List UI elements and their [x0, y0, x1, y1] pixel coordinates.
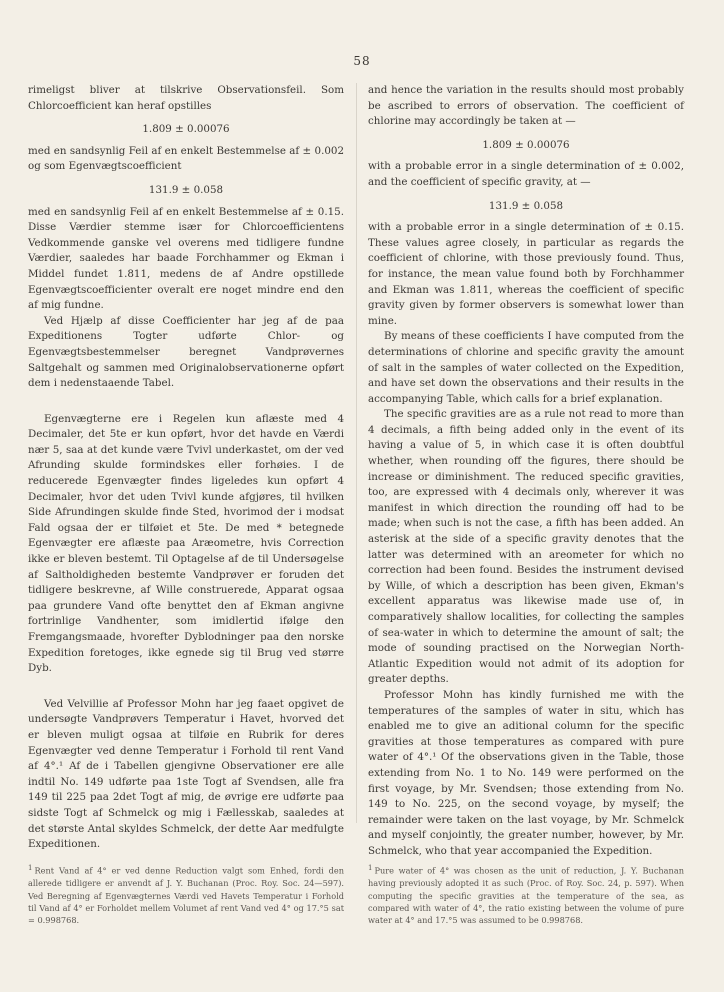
paragraph: rimeligst bliver at tilskrive Observationsfeil. Som Chlorcoefficient kan heraf opstilles [28, 84, 344, 112]
paragraph: By means of these coefficients I have computed from the determinations of chlorine and specific gravity the amount of salt in the samples of water collected on the Expedition, and have set down the observations and their results in the accompanying Table, which calls for a brief explanation. [368, 330, 684, 405]
paragraph: and hence the variation in the results should most probably be ascribed to errors of observation. The coefficient of chlorine may accordingly be taken at — [368, 84, 684, 128]
footnote-english [368, 862, 684, 927]
footnote-text: Rent Vand af 4° er ved denne Reduction valgt som Enhed, fordi den allerede tidligere er anvendt af J. Y. Buchanan (Proc. Roy. Soc. 24—597). Ved Beregning af Egenvægternes Værdi ved Havets Temperatur i Forhold til Vand af 4° er Forholdet mellem Volumet af rent Vand ved 4° og 17.°5 sat = 0.998768. [28, 865, 344, 926]
paragraph: The specific gravities are as a rule not read to more than 4 decimals, a fifth being added only in the event of its having a value of 5, in which case it is often doubtful whether, when rounding off the figures, there should be increase or diminishment. The reduced specific gravities, too, are expressed with 4 decimals only, wherever it was manifest in which direction the rounding off had to be made; when such is not the case, a fifth has been added. An asterisk at the side of a specific gravity denotes that the latter was determined with an areometer for which no correction had been found. Besides the instrument devised by Wille, of which a description has been given, Ekman's excellent apparatus was likewise made use of, in comparatively shallow localities, for collecting the samples of sea-water in which to determine the amount of salt; the mode of sounding practised on the Norwegian North-Atlantic Expedition would not admit of its adoption for greater depths. [368, 408, 684, 686]
paragraph: with a probable error in a single determination of ± 0.15. These values agree closely, in particular as regards the coefficient of chlorine, with those previously found. Thus, for instance, the mean value found both by Forchhammer and Ekman was 1.811, whereas the coefficient of specific gravity given by former observers is somewhat lower than mine. [368, 221, 684, 327]
paragraph: with a probable error in a single determination of ± 0.002, and the coefficient of specific gravity, at — [368, 160, 684, 188]
chlorine-coefficient-formula: 1.809 ± 0.00076 [482, 138, 570, 151]
specific-gravity-coefficient-formula: 131.9 ± 0.058 [488, 199, 564, 212]
footnote-mark: 1 [28, 864, 33, 872]
footnote-text: Pure water of 4° was chosen as the unit of reduction, J. Y. Buchanan having previously adopted it as such (Proc. of Roy. Soc. 24, p. 597). When computing the specific gravities at the temperature of the sea, as compared with water of 4°, the ratio existing between the volume of pure water at 4° and 17.°5 was assumed to be 0.998768. [368, 865, 684, 926]
footnote-danish [28, 862, 344, 927]
paragraph: med en sandsynlig Feil af en enkelt Bestemmelse af ± 0.15. Disse Værdier stemme især for Chlorcoefficientens Vedkommende ganske vel overens med tidligere fundne Værdier, saaledes har baade Forchhammer og Ekman i Middel fundet 1.811, medens de af Andre opstillede Egenvægtscoefficienter overalt ere noget mindre end den af mig fundne. [28, 205, 344, 312]
paragraph: Egenvægterne ere i Regelen kun aflæste med 4 Decimaler, det 5te er kun opført, hvor det havde en Værdi nær 5, saa at det kunde være Tvivl underkastet, om der ved Afrunding skulde formindskes eller forhøies. I de reducerede Egenvægter findes ligeledes kun opført 4 Decimaler, hvor det uden Tvivl kunde afgjøres, til hvilken Side Afrundingen skulde finde Sted, hvorimod der i modsat Fald ogsaa der er tilføiet et 5te. De med * betegnede Egenvægter ere aflæste paa Aræometre, hvis Correction ikke er bleven bestemt. Til Optagelse af de til Undersøgelse af Saltholdigheden bestemte Vandprøver er foruden det tidligere beskrevne, af Wille construerede, Apparat ogsaa paa grundere Vand ofte benyttet den af Ekman angivne fortrinlige Vandhenter, som imidlertid ifølge den Fremgangsmaade, hvorefter Dyblodninger paa den norske Expedition foretoges, ikke egnede sig til Brug ved større Dyb. [28, 412, 344, 675]
specific-gravity-coefficient-formula: 131.9 ± 0.058 [148, 183, 224, 196]
paragraph: med en sandsynlig Feil af en enkelt Bestemmelse af ± 0.002 og som Egenvægtscoefficient [28, 144, 344, 173]
paragraph: Professor Mohn has kindly furnished me with the temperatures of the samples of water in situ, which has enabled me to give an aditional column for the specific gravities at those temperatures as compared with pure water of 4°.¹ Of the observations given in the Table, those extending from No. 1 to No. 149 were performed on the first voyage, by Mr. Svendsen; those extending from No. 149 to No. 225, on the second voyage, by myself; the remainder were taken on the last voyage, by Mr. Schmelck and myself conjointly, the greater number, however, by Mr. Schmelck, who that year accompanied the Expedition. [368, 688, 684, 857]
paragraph: Ved Hjælp af disse Coefficienter har jeg af de paa Expeditionens Togter udførte Chlor- og Egenvægtsbestemmelser beregnet Vandprøvernes Saltgehalt og sammen med Originalobservationerne opført dem i nedenstaaende Tabel. [28, 314, 344, 390]
footnote-mark: 1 [368, 864, 373, 872]
right-column-english [368, 83, 684, 860]
left-column-danish [28, 83, 344, 853]
paragraph: Ved Velvillie af Professor Mohn har jeg faaet opgivet de undersøgte Vandprøvers Temperatur i Havet, hvorved det er bleven muligt ogsaa at tilføie en Rubrik for deres Egenvægter ved denne Temperatur i Forhold til rent Vand af 4°.¹ Af de i Tabellen gjengivne Observationer ere alle indtil No. 149 udførte paa 1ste Togt af Svendsen, alle fra 149 til 225 paa 2det Togt af mig, de øvrige ere udførte paa sidste Togt af Schmelck og mig i Fællesskab, saaledes at det største Antal skyldes Schmelck, der dette Aar medfulgte Expeditionen. [28, 697, 344, 851]
page-number: 58 [353, 54, 371, 68]
chlorine-coefficient-formula: 1.809 ± 0.00076 [142, 123, 230, 136]
column-divider [356, 83, 357, 823]
